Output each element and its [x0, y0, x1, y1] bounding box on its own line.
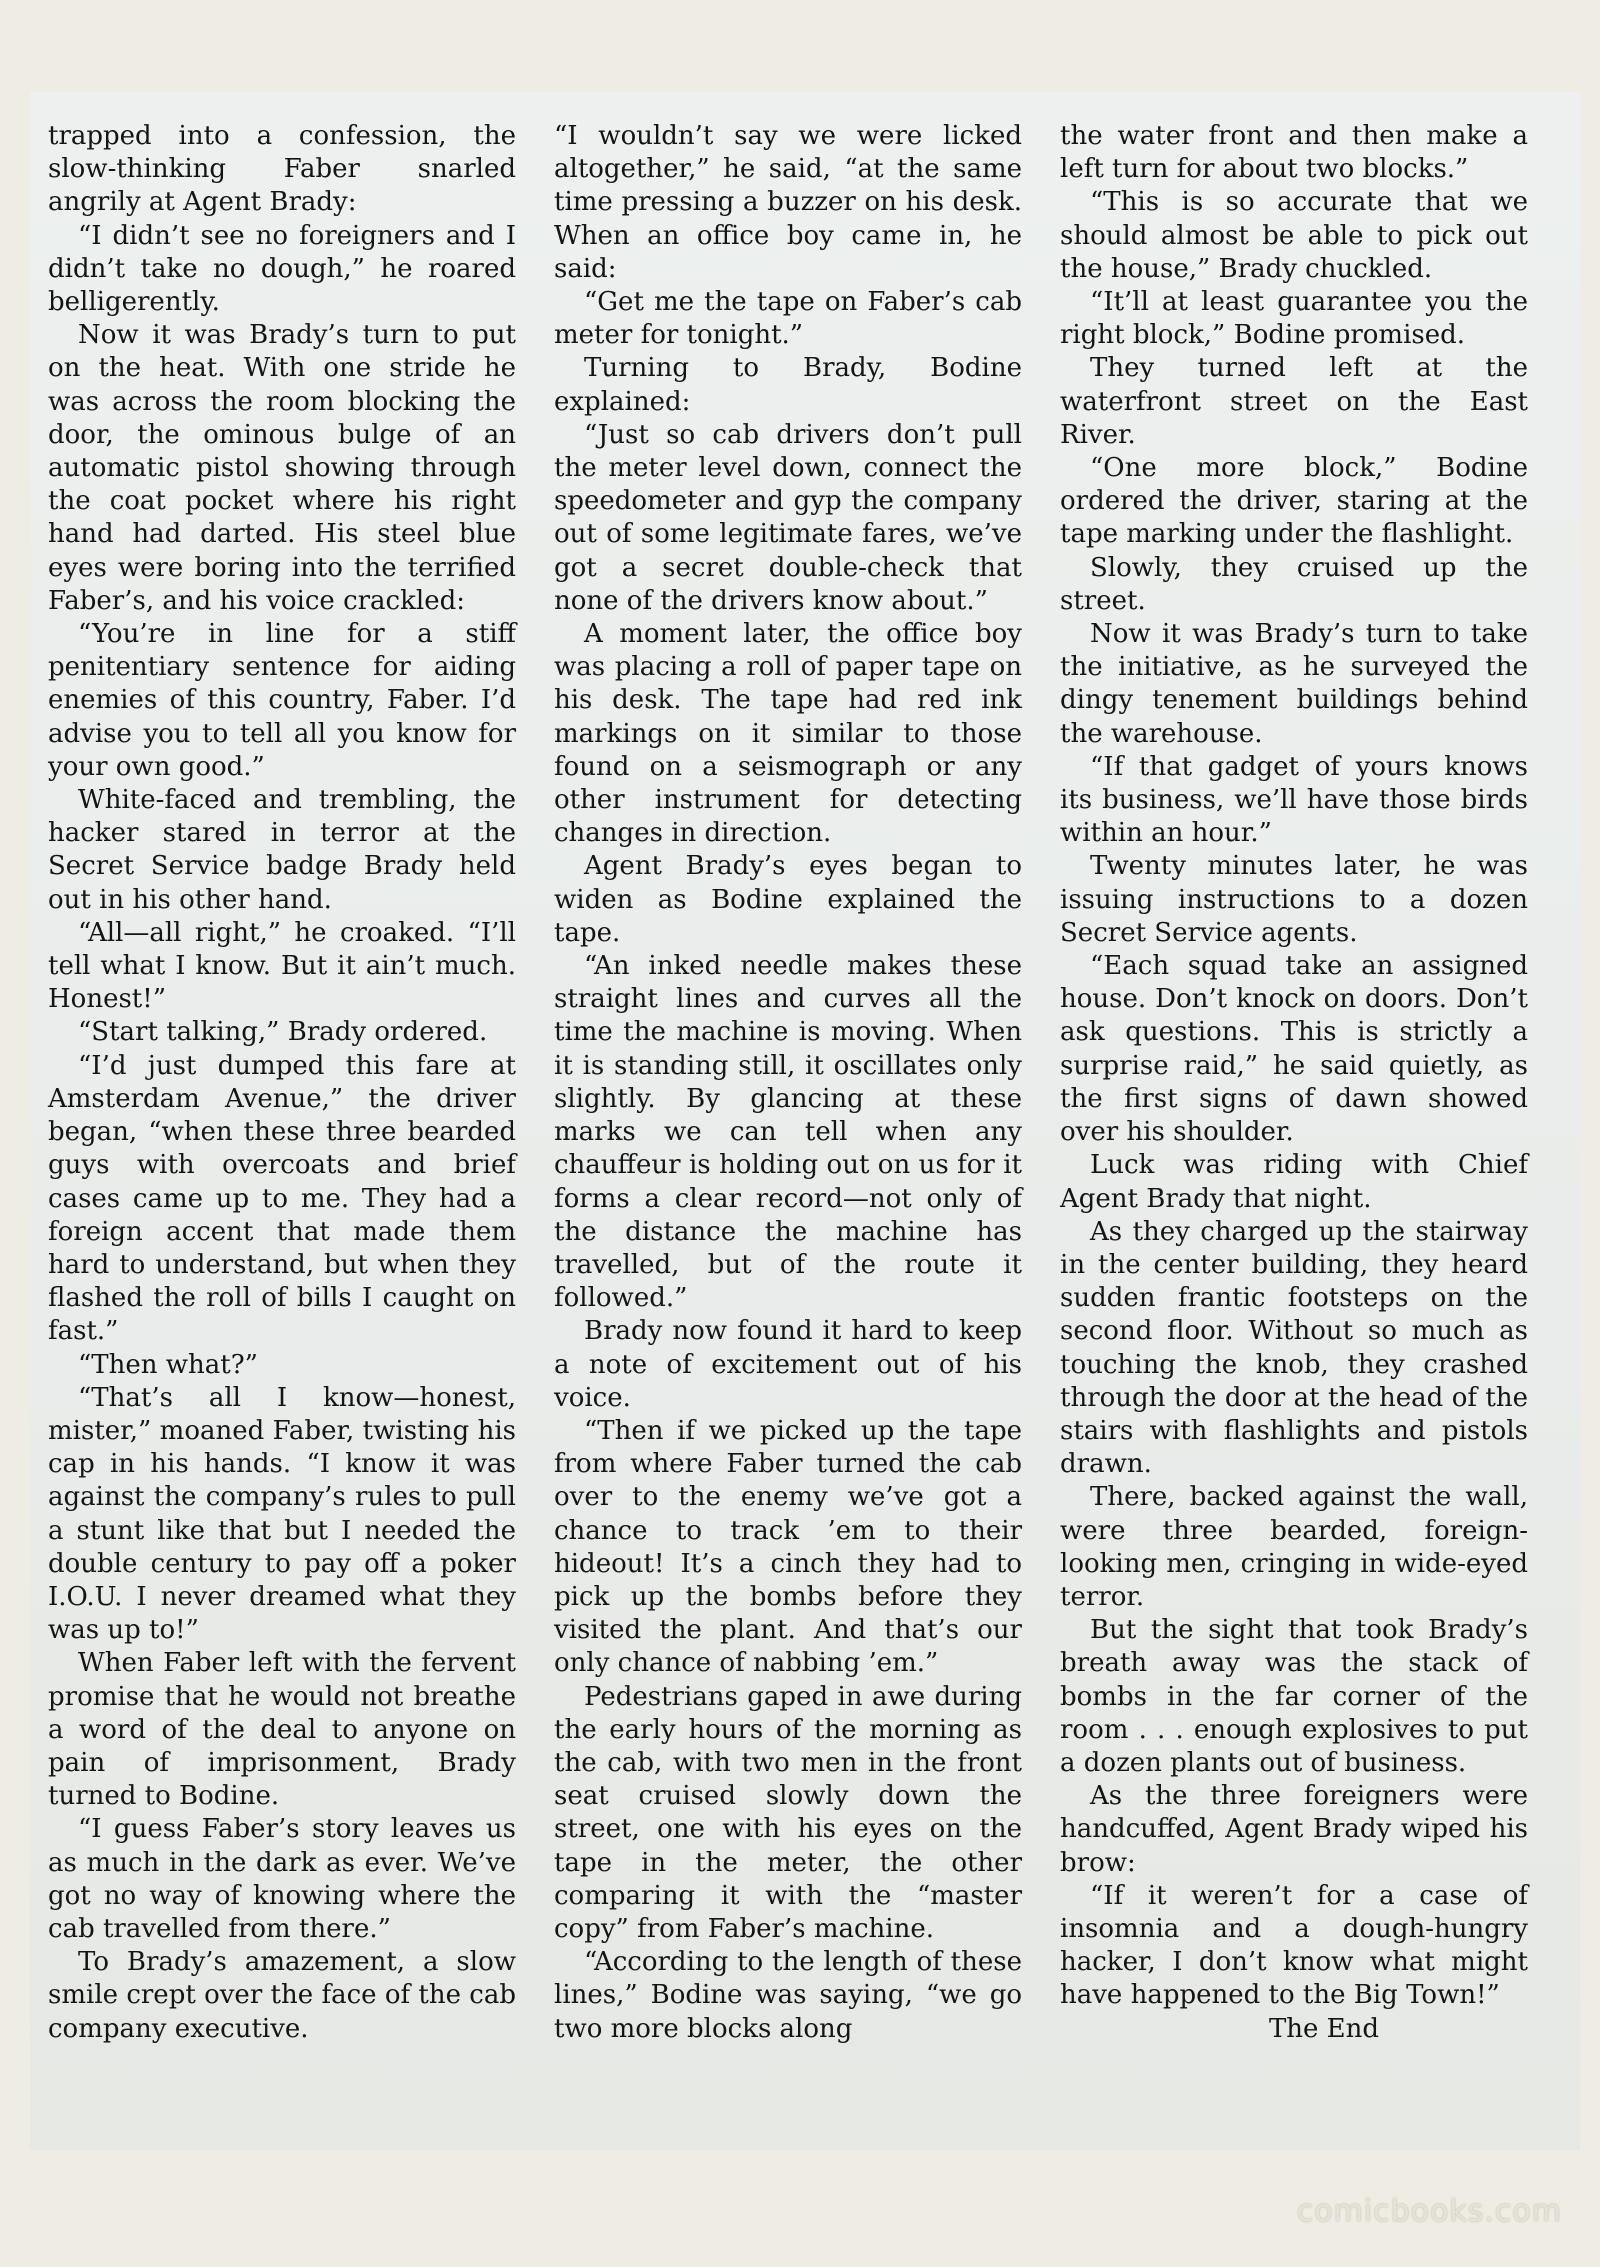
paragraph: They turned left at the waterfront street on the East River. [1060, 353, 1528, 450]
paragraph: Slowly, they cruised up the street. [1060, 552, 1528, 616]
paragraph: Luck was riding with Chief Agent Brady that night. [1060, 1150, 1528, 1214]
site-watermark: comicbooks.com [1296, 2194, 1562, 2229]
paragraph: A moment later, the office boy was placing a roll of paper tape on his desk. The tape had red ink markings on it similar to those found on a seismograph or any other instrument for detecting changes in direction. [554, 619, 1022, 849]
paragraph: the water front and then make a left turn for about two blocks.” [1060, 121, 1528, 185]
paragraph: “It’ll at least guarantee you the right block,” Bodine promised. [1060, 287, 1528, 351]
paragraph: But the sight that took Brady’s breath away was the stack of bombs in the far corner of the room . . . enough explosives to put a dozen plants out of business. [1060, 1615, 1528, 1778]
paragraph: “Start talking,” Brady ordered. [78, 1017, 488, 1048]
paragraph: There, backed against the wall, were three bearded, foreign-looking men, cringing in wide-eyed terror. [1060, 1482, 1528, 1612]
paragraph: When Faber left with the fervent promise that he would not breathe a word of the deal to anyone on pain of imprisonment, Brady turned to Bodine. [48, 1648, 516, 1812]
paragraph: “According to the length of these lines,” Bodine was saying, “we go two more blocks along [554, 1947, 1022, 2044]
paragraph: “One more block,” Bodine ordered the driver, staring at the tape marking under the flashlight. [1060, 453, 1528, 550]
paragraph: Brady now found it hard to keep a note of excitement out of his voice. [554, 1316, 1022, 1413]
paragraph: Twenty minutes later, he was issuing instructions to a dozen Secret Service agents. [1060, 851, 1528, 948]
paragraph: “Each squad take an assigned house. Don’t knock on doors. Don’t ask questions. This is strictly a surprise raid,” he said quietly, as the first signs of dawn showed over his shoulder. [1060, 951, 1528, 1148]
text-column-2 [554, 120, 1022, 2120]
paragraph: “All—all right,” he croaked. “I’ll tell what I know. But it ain’t much. Honest!” [48, 917, 516, 1015]
paragraph: Now it was Brady’s turn to take the initiative, as he surveyed the dingy tenement buildings behind the warehouse. [1060, 619, 1528, 749]
paragraph: “Then what?” [78, 1349, 258, 1380]
paragraph: “If that gadget of yours knows its business, we’ll have those birds within an hour.” [1060, 751, 1528, 849]
paragraph: As they charged up the stairway in the center building, they heard sudden frantic footsteps on the second floor. Without so much as touching the knob, they crashed through the door at the head of the stairs with flashlights and pistols drawn. [1060, 1216, 1528, 1480]
paragraph: “I wouldn’t say we were licked altogether,” he said, “at the same time pressing a buzzer on his desk. When an office boy came in, he said: [554, 121, 1022, 284]
paragraph: “I guess Faber’s story leaves us as much in the dark as ever. We’ve got no way of knowing where the cab travelled from there.” [48, 1814, 516, 1944]
paragraph: “Then if we picked up the tape from where Faber turned the cab over to the enemy we’ve got a chance to track ’em to their hideout! It’s a cinch they had to pick up the bombs before they visited the plant. And that’s our only chance of nabbing ’em.” [554, 1415, 1022, 1679]
paragraph: “If it weren’t for a case of insomnia and a dough-hungry hacker, I don’t know what might have happened to the Big Town!” [1060, 1880, 1528, 2011]
paragraph: Now it was Brady’s turn to put on the heat. With one stride he was across the room blocking the door, the ominous bulge of an automatic pistol showing through the coat pocket where his right hand had darted. His steel blue eyes were boring into the terrified Faber’s, and his voice crackled: [48, 320, 516, 616]
paragraph: “An inked needle makes these straight lines and curves all the time the machine is moving. When it is standing still, it oscillates only slightly. By glancing at these marks we can tell when any chauffeur is holding out on us for it forms a clear record—not only of the distance the machine has travelled, but of the route it followed.” [554, 951, 1022, 1314]
paragraph: As the three foreigners were handcuffed, Agent Brady wiped his brow: [1060, 1781, 1528, 1878]
paragraph: Agent Brady’s eyes began to widen as Bodine explained the tape. [554, 851, 1022, 948]
paragraph: “I’d just dumped this fare at Amsterdam Avenue,” the driver began, “when these three bearded guys with overcoats and brief cases came up to me. They had a foreign accent that made them hard to understand, but when they flashed the roll of bills I caught on fast.” [48, 1050, 516, 1347]
paragraph: “That’s all I know—honest, mister,” moaned Faber, twisting his cap in his hands. “I know it was against the company’s rules to pull a stunt like that but I needed the double century to pay off a poker I.O.U. I never dreamed what they was up to!” [48, 1382, 516, 1646]
paragraph: Turning to Brady, Bodine explained: [554, 353, 1022, 417]
story-columns [48, 120, 1528, 2120]
text-column-1 [48, 120, 516, 2120]
paragraph: “I didn’t see no foreigners and I didn’t take no dough,” he roared belligerently. [48, 220, 516, 318]
text-column-3 [1060, 120, 1528, 2120]
paragraph: Pedestrians gaped in awe during the early hours of the morning as the cab, with two men in the front seat cruised slowly down the street, one with his eyes on the tape in the meter, the other comparing it with the “master copy” from Faber’s machine. [554, 1681, 1022, 1944]
paragraph: trapped into a confession, the slow-thinking Faber snarled angrily at Agent Brady: [48, 121, 516, 218]
paragraph: “You’re in line for a stiff penitentiary sentence for aiding enemies of this country, Faber. I’d advise you to tell all you know for your own good.” [48, 619, 516, 782]
paragraph: “Get me the tape on Faber’s cab meter for tonight.” [554, 287, 1022, 351]
paragraph: To Brady’s amazement, a slow smile crept over the face of the cab company executive. [48, 1947, 516, 2044]
paragraph: “This is so accurate that we should almost be able to pick out the house,” Brady chuckled. [1060, 187, 1528, 284]
paragraph: “Just so cab drivers don’t pull the meter level down, connect the speedometer and gyp the company out of some legitimate fares, we’ve got a secret double-check that none of the drivers know about.” [554, 419, 1022, 616]
the-end-label: The End [1268, 2013, 1380, 2044]
paragraph: White-faced and trembling, the hacker stared in terror at the Secret Service badge Brady held out in his other hand. [48, 785, 516, 915]
